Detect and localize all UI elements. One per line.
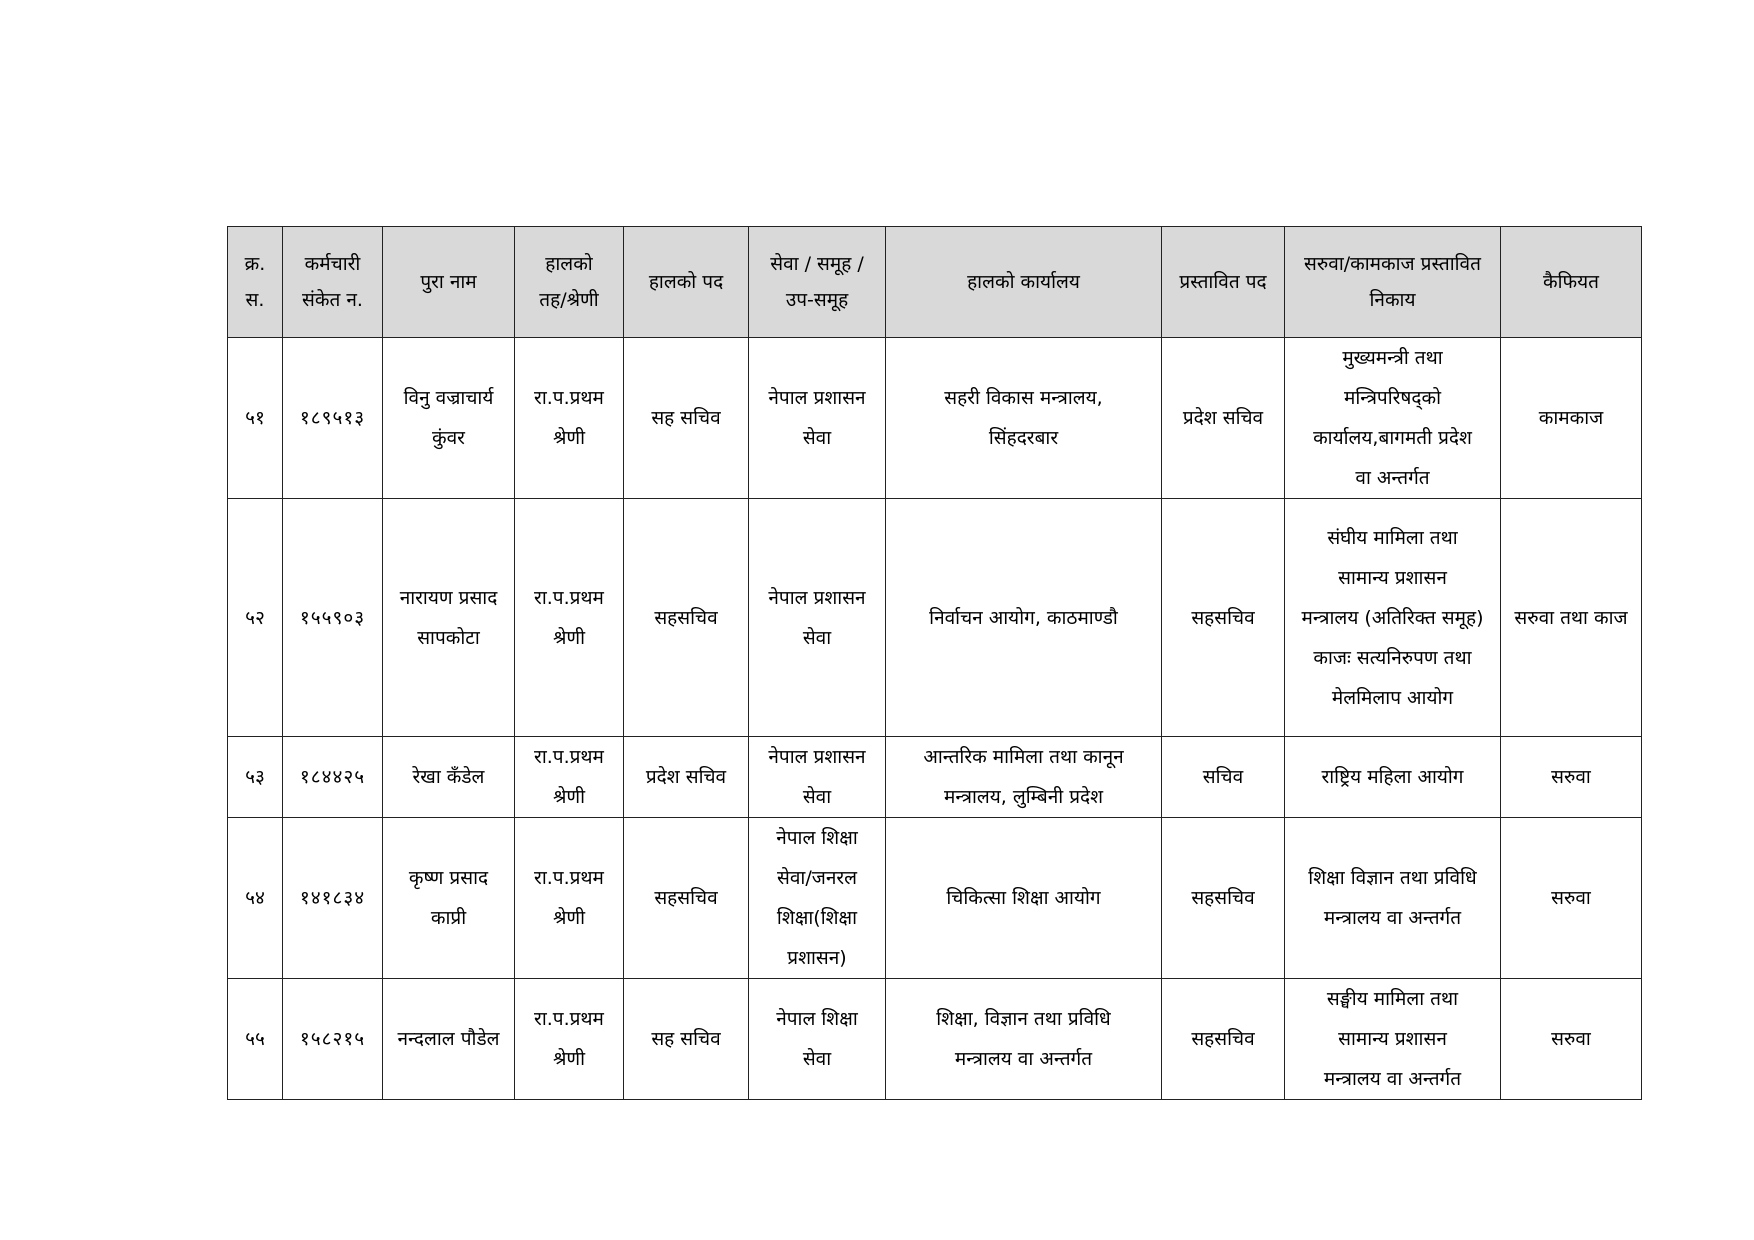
table-row (228, 737, 1642, 818)
cell-proposed-body: शिक्षा विज्ञान तथा प्रविधि मन्त्रालय वा अन्तर्गत (1285, 818, 1501, 979)
cell-serial: ५२ (228, 499, 283, 737)
table-row (228, 338, 1642, 499)
cell-service-group: नेपाल शिक्षा सेवा (749, 979, 886, 1100)
cell-service-group: नेपाल प्रशासन सेवा (749, 737, 886, 818)
cell-remarks: सरुवा तथा काज (1501, 499, 1642, 737)
cell-full-name: विनु वज्राचार्य कुंवर (383, 338, 515, 499)
header-current-level: हालको तह/श्रेणी (515, 227, 624, 338)
cell-full-name: कृष्ण प्रसाद काप्री (383, 818, 515, 979)
cell-current-office: आन्तरिक मामिला तथा कानून मन्त्रालय, लुम्बिनी प्रदेश (886, 737, 1162, 818)
cell-serial: ५१ (228, 338, 283, 499)
cell-remarks: सरुवा (1501, 737, 1642, 818)
cell-service-group: नेपाल प्रशासन सेवा (749, 499, 886, 737)
cell-current-level: रा.प.प्रथम श्रेणी (515, 979, 624, 1100)
cell-current-office: सहरी विकास मन्त्रालय, सिंहदरबार (886, 338, 1162, 499)
cell-full-name: नन्दलाल पौडेल (383, 979, 515, 1100)
cell-full-name: नारायण प्रसाद सापकोटा (383, 499, 515, 737)
cell-current-post: सहसचिव (624, 818, 749, 979)
cell-serial: ५५ (228, 979, 283, 1100)
cell-current-office: निर्वाचन आयोग, काठमाण्डौ (886, 499, 1162, 737)
header-proposed-body: सरुवा/कामकाज प्रस्तावित निकाय (1285, 227, 1501, 338)
header-proposed-post: प्रस्तावित पद (1162, 227, 1285, 338)
header-service-group: सेवा / समूह / उप-समूह (749, 227, 886, 338)
table-row (228, 818, 1642, 979)
cell-proposed-post: सचिव (1162, 737, 1285, 818)
cell-employee-code: १५८२१५ (283, 979, 383, 1100)
header-current-office: हालको कार्यालय (886, 227, 1162, 338)
cell-employee-code: १८४४२५ (283, 737, 383, 818)
cell-proposed-body: मुख्यमन्त्री तथा मन्त्रिपरिषद्को कार्यालय,बागमती प्रदेश वा अन्तर्गत (1285, 338, 1501, 499)
header-full-name: पुरा नाम (383, 227, 515, 338)
cell-proposed-post: सहसचिव (1162, 818, 1285, 979)
cell-current-level: रा.प.प्रथम श्रेणी (515, 818, 624, 979)
cell-remarks: सरुवा (1501, 979, 1642, 1100)
cell-current-level: रा.प.प्रथम श्रेणी (515, 499, 624, 737)
cell-current-post: सह सचिव (624, 338, 749, 499)
table-row (228, 979, 1642, 1100)
cell-current-level: रा.प.प्रथम श्रेणी (515, 737, 624, 818)
cell-full-name: रेखा कँडेल (383, 737, 515, 818)
cell-serial: ५३ (228, 737, 283, 818)
cell-remarks: कामकाज (1501, 338, 1642, 499)
header-employee-code: कर्मचारी संकेत न. (283, 227, 383, 338)
table-header (228, 227, 1642, 338)
cell-proposed-post: सहसचिव (1162, 979, 1285, 1100)
cell-employee-code: १४१८३४ (283, 818, 383, 979)
cell-proposed-post: सहसचिव (1162, 499, 1285, 737)
cell-employee-code: १५५९०३ (283, 499, 383, 737)
cell-current-level: रा.प.प्रथम श्रेणी (515, 338, 624, 499)
cell-current-post: सह सचिव (624, 979, 749, 1100)
cell-proposed-body: राष्ट्रिय महिला आयोग (1285, 737, 1501, 818)
cell-service-group: नेपाल प्रशासन सेवा (749, 338, 886, 499)
cell-proposed-body: सङ्घीय मामिला तथा सामान्य प्रशासन मन्त्रालय वा अन्तर्गत (1285, 979, 1501, 1100)
cell-current-post: सहसचिव (624, 499, 749, 737)
cell-service-group: नेपाल शिक्षा सेवा/जनरल शिक्षा(शिक्षा प्रशासन) (749, 818, 886, 979)
transfer-table (227, 226, 1642, 1100)
cell-proposed-post: प्रदेश सचिव (1162, 338, 1285, 499)
cell-current-office: शिक्षा, विज्ञान तथा प्रविधि मन्त्रालय वा अन्तर्गत (886, 979, 1162, 1100)
header-current-post: हालको पद (624, 227, 749, 338)
cell-employee-code: १८९५१३ (283, 338, 383, 499)
header-remarks: कैफियत (1501, 227, 1642, 338)
cell-current-office: चिकित्सा शिक्षा आयोग (886, 818, 1162, 979)
cell-remarks: सरुवा (1501, 818, 1642, 979)
cell-proposed-body: संघीय मामिला तथा सामान्य प्रशासन मन्त्रालय (अतिरिक्त समूह) काजः सत्यनिरुपण तथा मेलमिलाप आयोग (1285, 499, 1501, 737)
table-row (228, 499, 1642, 737)
cell-serial: ५४ (228, 818, 283, 979)
cell-current-post: प्रदेश सचिव (624, 737, 749, 818)
header-serial: क्र. स. (228, 227, 283, 338)
